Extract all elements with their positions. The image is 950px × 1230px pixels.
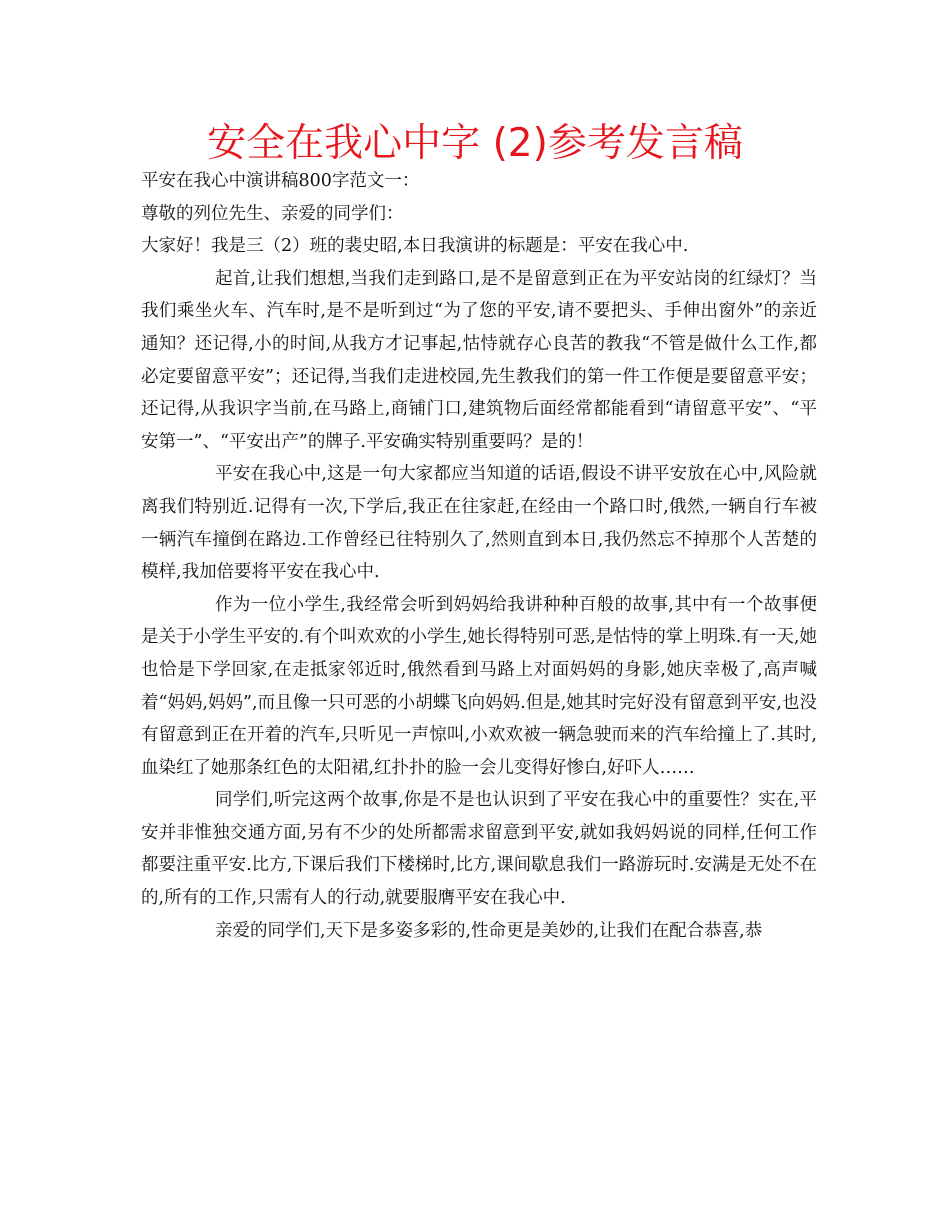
paragraph-heading: 平安在我心中演讲稿800字范文一：: [141, 171, 420, 191]
paragraph-1: 起首,让我们想想,当我们走到路口,是不是留意到正在为平安站岗的红绿灯？当我们乘坐火车、汽车时,是不是听到过“为了您的平安,请不要把头、手伸出窗外”的亲近通知？还记得,小的时间,从我方才记事起,怙恃就存心良苦的教我“不管是做什么工作,都必定要留意平安”；还记得,当我们走进校园,先生教我们的第一件工作便是要留意平安；还记得,从我识字当前,在马路上,商铺门口,建筑物后面经常都能看到“请留意平安”、“平安第一”、“平安出产”的牌子.平安确实特别重要吗？是的！: [141, 268, 817, 452]
paragraph-5: 亲爱的同学们,天下是多姿多彩的,性命更是美妙的,让我们在配合恭喜,恭: [215, 920, 763, 941]
document-body: [141, 165, 817, 947]
paragraph-3: 作为一位小学生,我经常会听到妈妈给我讲种种百般的故事,其中有一个故事便是关于小学生平安的.有个叫欢欢的小学生,她长得特别可恶,是怙恃的掌上明珠.有一天,她也恰是下学回家,在走抵家邻近时,俄然看到马路上对面妈妈的身影,她庆幸极了,高声喊着“妈妈,妈妈”,而且像一只可恶的小胡蝶飞向妈妈.但是,她其时完好没有留意到平安,也没有留意到正在开着的汽车,只听见一声惊叫,小欢欢被一辆急驶而来的汽车给撞上了.其时,血染红了她那条红色的太阳裙,红扑扑的脸一会儿变得好惨白,好吓人……: [141, 594, 817, 778]
paragraph-4: 同学们,听完这两个故事,你是不是也认识到了平安在我心中的重要性？实在,平安并非惟独交通方面,另有不少的处所都需求留意到平安,就如我妈妈说的同样,任何工作都要注重平安.比方,下课后我们下楼梯时,比方,课间歇息我们一路游玩时.安满是无处不在的,所有的工作,只需有人的行动,就要服膺平安在我心中.: [141, 790, 817, 909]
paragraph-salutation: 尊敬的列位先生、亲爱的同学们：: [141, 203, 404, 224]
document-title: 安全在我心中字 (2)参考发言稿: [207, 121, 743, 166]
paragraph-greeting: 大家好！我是三（2）班的裴史昭,本日我演讲的标题是：平安在我心中.: [141, 236, 689, 257]
paragraph-2: 平安在我心中,这是一句大家都应当知道的话语,假设不讲平安放在心中,风险就离我们特别近.记得有一次,下学后,我正在往家赶,在经由一个路口时,俄然,一辆自行车被一辆汽车撞倒在路边.工作曾经已往特别久了,然则直到本日,我仍然忘不掉那个人苦楚的模样,我加倍要将平安在我心中.: [141, 464, 817, 583]
